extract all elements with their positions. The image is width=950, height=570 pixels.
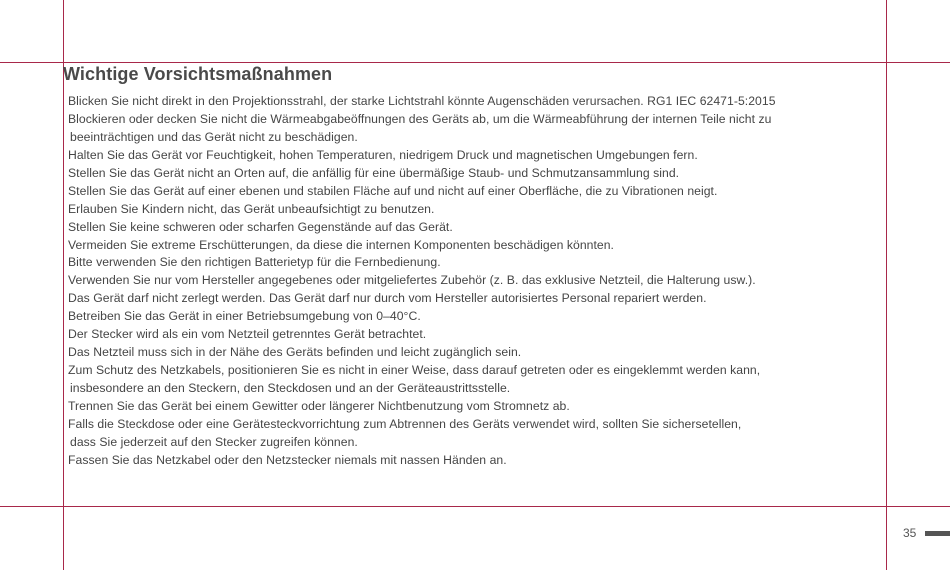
precaution-line: Das Netzteil muss sich in der Nähe des Geräts befinden und leicht zugänglich sein. xyxy=(68,345,522,360)
precaution-line: Zum Schutz des Netzkabels, positionieren Sie es nicht in einer Weise, dass darauf getreten oder es eingeklemmt werden kann, xyxy=(68,363,761,378)
precaution-line: Falls die Steckdose oder eine Gerätesteckvorrichtung zum Abtrennen des Geräts verwendet wird, sollten Sie sichersetellen, xyxy=(68,416,742,431)
precaution-line-continuation: insbesondere an den Steckern, den Steckdosen und an der Geräteaustrittsstelle. xyxy=(70,381,511,395)
precaution-line: Stellen Sie keine schweren oder scharfen Gegenstände auf das Gerät. xyxy=(68,219,453,234)
precaution-line: Stellen Sie das Gerät nicht an Orten auf, die anfällig für eine übermäßige Staub- und Schmutzansammlung sind. xyxy=(68,165,680,180)
precaution-line: Trennen Sie das Gerät bei einem Gewitter oder längerer Nichtbenutzung vom Stromnetz ab. xyxy=(68,398,570,413)
guide-line-bottom xyxy=(0,506,950,507)
page-content xyxy=(63,63,885,470)
precaution-line: Blockieren oder decken Sie nicht die Wärmeabgabeöffnungen des Geräts ab, um die Wärmeabführung der internen Teile nicht zu xyxy=(68,111,772,126)
precautions-list xyxy=(63,93,885,470)
page-number: 35 xyxy=(903,526,917,540)
precaution-line: Erlauben Sie Kindern nicht, das Gerät unbeaufsichtigt zu benutzen. xyxy=(68,201,435,216)
page-title: Wichtige Vorsichtsmaßnahmen xyxy=(63,64,333,84)
precaution-line: Vermeiden Sie extreme Erschütterungen, da diese die internen Komponenten beschädigen könnten. xyxy=(68,237,614,252)
precaution-line-continuation: beeinträchtigen und das Gerät nicht zu beschädigen. xyxy=(70,129,358,144)
precaution-line: Verwenden Sie nur vom Hersteller angegebenes oder mitgeliefertes Zubehör (z. B. das exklusive Netzteil, die Halterung usw.). xyxy=(68,273,756,288)
precaution-line: Fassen Sie das Netzkabel oder den Netzstecker niemals mit nassen Händen an. xyxy=(68,452,507,467)
precaution-line: Bitte verwenden Sie den richtigen Batterietyp für die Fernbedienung. xyxy=(68,255,441,270)
precaution-line: Blicken Sie nicht direkt in den Projektionsstrahl, der starke Lichtstrahl könnte Augenschäden verursachen. RG1 IEC 62471-5:2015 xyxy=(68,94,776,108)
page-marker-bar xyxy=(925,531,950,536)
precaution-line: Betreiben Sie das Gerät in einer Betriebsumgebung von 0–40°C. xyxy=(68,309,421,324)
precaution-line: Der Stecker wird als ein vom Netzteil getrenntes Gerät betrachtet. xyxy=(68,327,427,342)
guide-line-right xyxy=(886,0,887,570)
precaution-line: Halten Sie das Gerät vor Feuchtigkeit, hohen Temperaturen, niedrigem Druck und magnetischen Umgebungen fern. xyxy=(68,147,698,162)
precaution-line: Stellen Sie das Gerät auf einer ebenen und stabilen Fläche auf und nicht auf einer Oberfläche, die zu Vibrationen neigt. xyxy=(68,183,718,198)
precaution-line-continuation: dass Sie jederzeit auf den Stecker zugreifen können. xyxy=(70,434,358,449)
precaution-line: Das Gerät darf nicht zerlegt werden. Das Gerät darf nur durch vom Hersteller autorisiertes Personal repariert werden. xyxy=(68,291,707,306)
